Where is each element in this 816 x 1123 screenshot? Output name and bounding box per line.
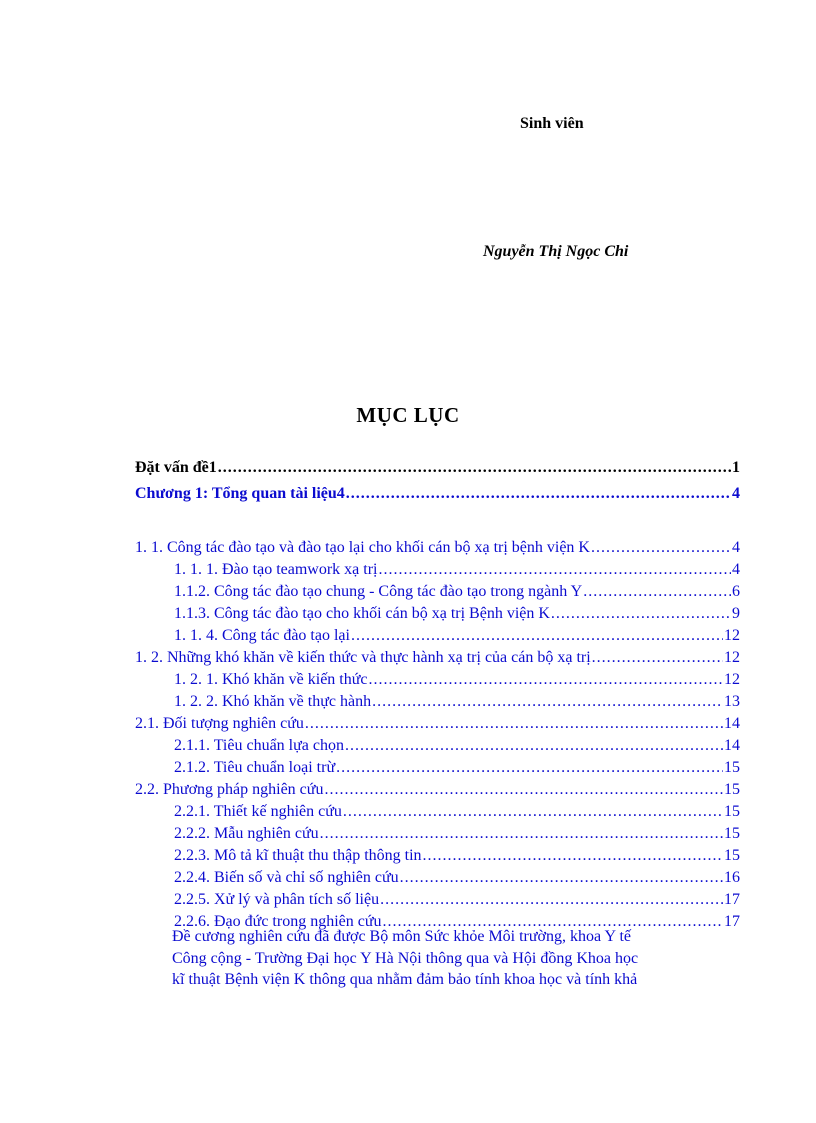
toc-entry-page: 14 [724,715,740,732]
toc-entry-page: 17 [724,891,740,908]
toc-leader-dots [346,485,731,503]
toc-entry-page: 13 [724,693,740,710]
toc-entry[interactable] [174,891,740,913]
toc-entry[interactable] [174,583,740,605]
toc-leader-dots [343,803,723,821]
toc-entry-label: 1.1.3. Công tác đào tạo cho khối cán bộ xạ trị Bệnh viện K [174,605,550,622]
toc-entry-label: 1. 2. 2. Khó khăn về thực hành [174,693,372,710]
toc-entry[interactable] [174,825,740,847]
toc-entry-page: 12 [724,671,740,688]
toc-leader-dots [592,649,723,667]
toc-entry-label: 2.2.3. Mô tả kĩ thuật thu thập thông tin [174,847,422,864]
toc-entry[interactable] [174,693,740,715]
toc-leader-dots [591,539,731,557]
toc-leader-dots [551,605,731,623]
note-line: Công cộng - Trường Đại học Y Hà Nội thông qua và Hội đồng Khoa học [172,949,639,967]
toc-title: MỤC LỤC [356,403,460,427]
toc-entry[interactable] [135,459,740,481]
toc-leader-dots [369,671,723,689]
toc-leader-dots [305,715,723,733]
toc-entry[interactable] [174,561,740,583]
toc-entry-label: 2.2. Phương pháp nghiên cứu [135,781,324,798]
toc-entry[interactable] [174,627,740,649]
note-line: kĩ thuật Bệnh viện K thông qua nhằm đảm bảo tính khoa học và tính khả [172,971,638,988]
toc-entry[interactable] [135,649,740,671]
toc-entry-label: 2.1.1. Tiêu chuẩn lựa chọn [174,737,344,754]
toc-entry[interactable] [174,605,740,627]
toc-entry-label: 2.2.4. Biến số và chỉ số nghiên cứu [174,869,399,886]
toc-leader-dots [345,737,723,755]
signature-name: Nguyễn Thị Ngọc Chi [483,243,629,260]
toc-entry-page: 15 [724,803,740,820]
toc-entry-label: 2.2.6. Đạo đức trong nghiên cứu [174,913,382,930]
toc-entry-label: 1. 2. 1. Khó khăn về kiến thức [174,671,368,688]
toc-entry[interactable] [135,715,740,737]
toc-entry[interactable] [174,803,740,825]
toc-entry-page: 4 [732,485,740,502]
toc-entry-page: 17 [724,913,740,930]
toc-leader-dots [218,459,731,477]
toc-entry-label: 1. 1. 4. Công tác đào tạo lại [174,627,350,644]
toc-entry[interactable] [135,781,740,803]
toc-entry-page: 15 [724,847,740,864]
toc-entry[interactable] [174,671,740,693]
toc-entry[interactable] [174,869,740,891]
toc-entry-page: 4 [732,561,740,578]
toc-leader-dots [400,869,723,887]
toc-entry-label: 2.2.5. Xử lý và phân tích số liệu [174,891,380,908]
toc-leader-dots [423,847,723,865]
toc-entry-label: 2.2.1. Thiết kế nghiên cứu [174,803,342,820]
toc-leader-dots [372,693,723,711]
toc-entry[interactable] [174,847,740,869]
toc-leader-dots [583,583,731,601]
toc-entry-label: 2.2.2. Mẫu nghiên cứu [174,825,319,842]
toc-entry-page: 6 [732,583,740,600]
toc-entry-page: 4 [732,539,740,556]
toc-entry-label: Đặt vấn đề1 [135,459,217,476]
approval-note [172,926,742,991]
toc-entry-label: 1. 1. Công tác đào tạo và đào tạo lại cho khối cán bộ xạ trị bệnh viện K [135,539,590,556]
signature-label: Sinh viên [520,115,584,132]
toc-entry-page: 12 [724,627,740,644]
toc-entry-page: 15 [724,781,740,798]
toc-entry-page: 16 [724,869,740,886]
toc-entry-label: 1. 2. Những khó khăn về kiến thức và thực hành xạ trị của cán bộ xạ trị [135,649,591,666]
toc-entry-label: Chương 1: Tổng quan tài liệu4 [135,485,345,502]
toc-entry-page: 9 [732,605,740,622]
toc-entry-page: 1 [732,459,740,476]
toc-leader-dots [379,561,732,579]
toc-entry[interactable] [174,759,740,781]
note-line: Đề cương nghiên cứu đã được Bộ môn Sức khỏe Môi trường, khoa Y tế [172,928,632,945]
toc-entry[interactable] [135,539,740,561]
toc-leader-dots [351,627,723,645]
toc-entry[interactable] [135,485,740,507]
toc-entry-page: 15 [724,825,740,842]
toc-entry-label: 1. 1. 1. Đào tạo teamwork xạ trị [174,561,378,578]
toc-entry-label: 2.1. Đối tượng nghiên cứu [135,715,304,732]
toc-leader-dots [380,891,723,909]
toc-leader-dots [336,759,723,777]
toc-leader-dots [320,825,723,843]
toc-entry-label: 1.1.2. Công tác đào tạo chung - Công tác đào tạo trong ngành Y [174,583,583,600]
toc-entry-page: 14 [724,737,740,754]
toc-leader-dots [324,781,723,799]
toc-entry-page: 12 [724,649,740,666]
toc-entry[interactable] [174,737,740,759]
toc-entry-label: 2.1.2. Tiêu chuẩn loại trừ [174,759,336,776]
toc-entry-page: 15 [724,759,740,776]
